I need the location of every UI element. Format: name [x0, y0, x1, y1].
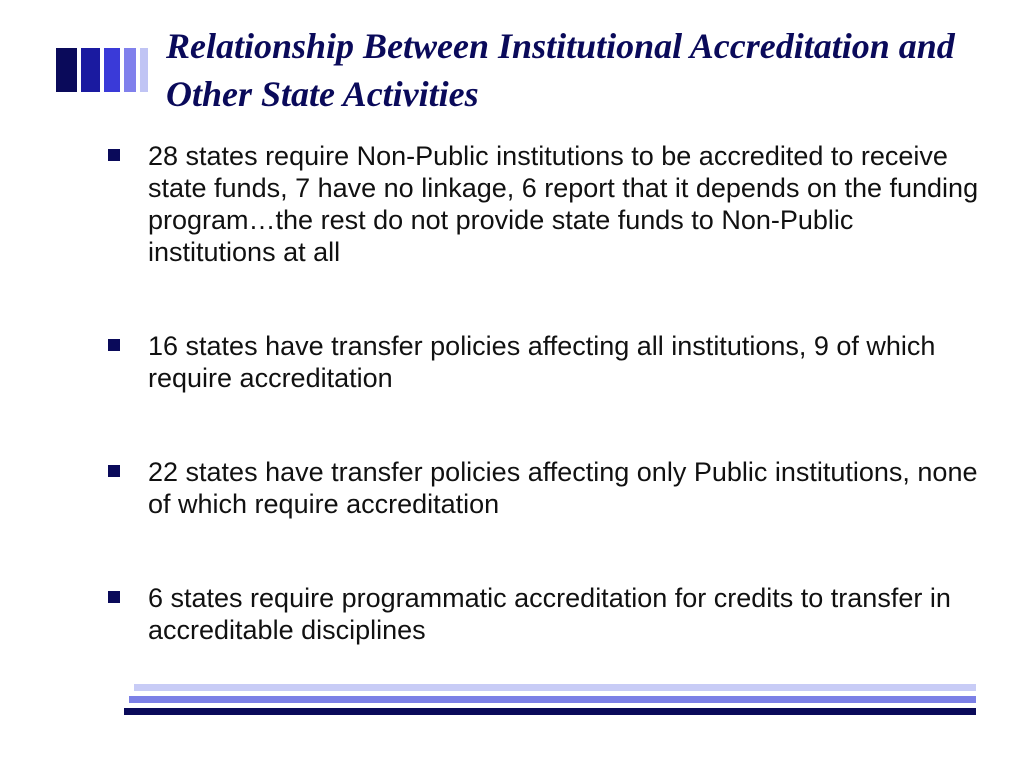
logo-bar [81, 48, 100, 92]
logo-bars-decoration [56, 48, 148, 92]
logo-bar [104, 48, 120, 92]
footer-line [124, 708, 976, 715]
bullet-text: 6 states require programmatic accreditation for credits to transfer in accreditable disciplines [148, 583, 951, 645]
square-bullet-icon [108, 149, 120, 161]
square-bullet-icon [108, 591, 120, 603]
footer-line [129, 696, 976, 703]
bullet-text: 16 states have transfer policies affecting all institutions, 9 of which require accreditation [148, 331, 936, 393]
bullet-text: 22 states have transfer policies affecting only Public institutions, none of which require accreditation [148, 457, 978, 519]
footer-lines-decoration [124, 684, 976, 716]
square-bullet-icon [108, 339, 120, 351]
bullet-item [108, 582, 988, 646]
logo-bar [140, 48, 148, 92]
bullet-text: 28 states require Non-Public institutions to be accredited to receive state funds, 7 have no linkage, 6 report that it depends on the funding program…the rest do not provide state funds to Non-Public institutions at all [148, 141, 979, 267]
logo-bar [56, 48, 77, 92]
logo-bar [124, 48, 136, 92]
square-bullet-icon [108, 465, 120, 477]
bullet-item [108, 140, 988, 268]
bullet-item [108, 456, 988, 520]
footer-line [134, 684, 976, 691]
bullet-item [108, 330, 988, 394]
slide-title: Relationship Between Institutional Accreditation and Other State Activities [166, 26, 955, 114]
bullet-list [108, 140, 988, 646]
